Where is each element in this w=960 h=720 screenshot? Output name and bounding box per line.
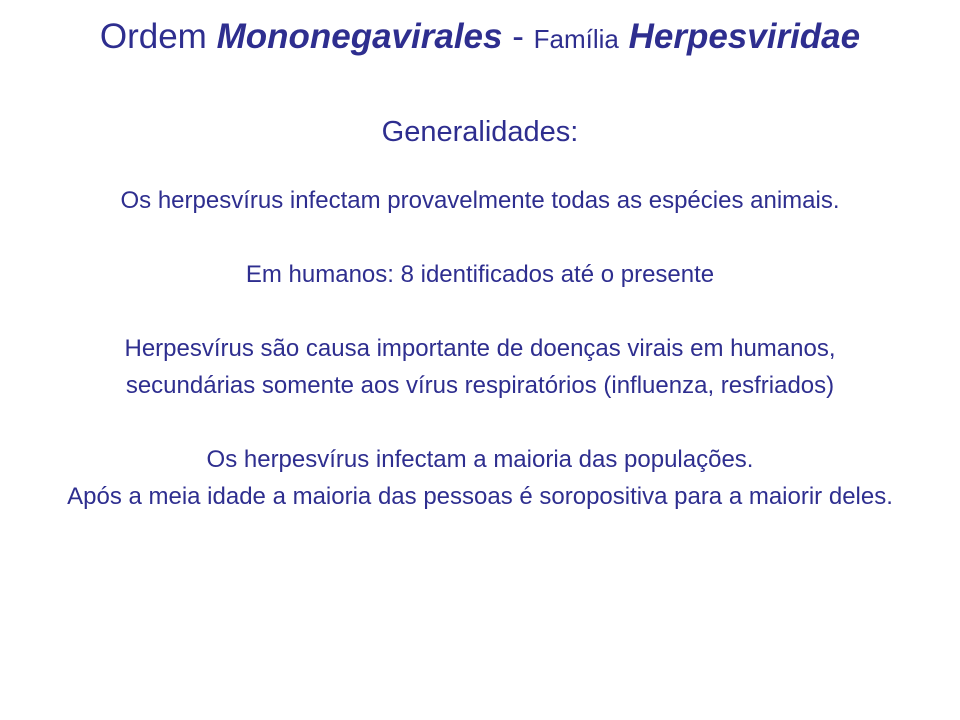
title-family-name: Herpesviridae	[628, 17, 861, 56]
paragraph-population	[60, 441, 900, 515]
title-family-label: Família	[533, 24, 619, 54]
slide-subtitle: Generalidades:	[381, 116, 579, 148]
paragraph-population-line1: Os herpesvírus infectam a maioria das populações.	[206, 446, 754, 473]
paragraph-humans-count: Em humanos: 8 identificados até o presente	[245, 261, 715, 288]
paragraph-population-line2: Após a meia idade a maioria das pessoas é soropositiva para a maiorir deles.	[67, 483, 893, 510]
title-order-label: Ordem	[99, 17, 217, 56]
title-separator: -	[502, 17, 534, 56]
slide-body	[60, 182, 900, 515]
title-space	[619, 17, 629, 56]
title-order-name: Mononegavirales	[216, 17, 503, 56]
paragraph-species: Os herpesvírus infectam provavelmente todas as espécies animais.	[120, 187, 840, 214]
slide-title	[0, 14, 960, 67]
paragraph-disease-importance: Herpesvírus são causa importante de doenças virais em humanos, secundárias somente aos vírus respiratórios (influenza, resfriados)	[124, 335, 836, 399]
